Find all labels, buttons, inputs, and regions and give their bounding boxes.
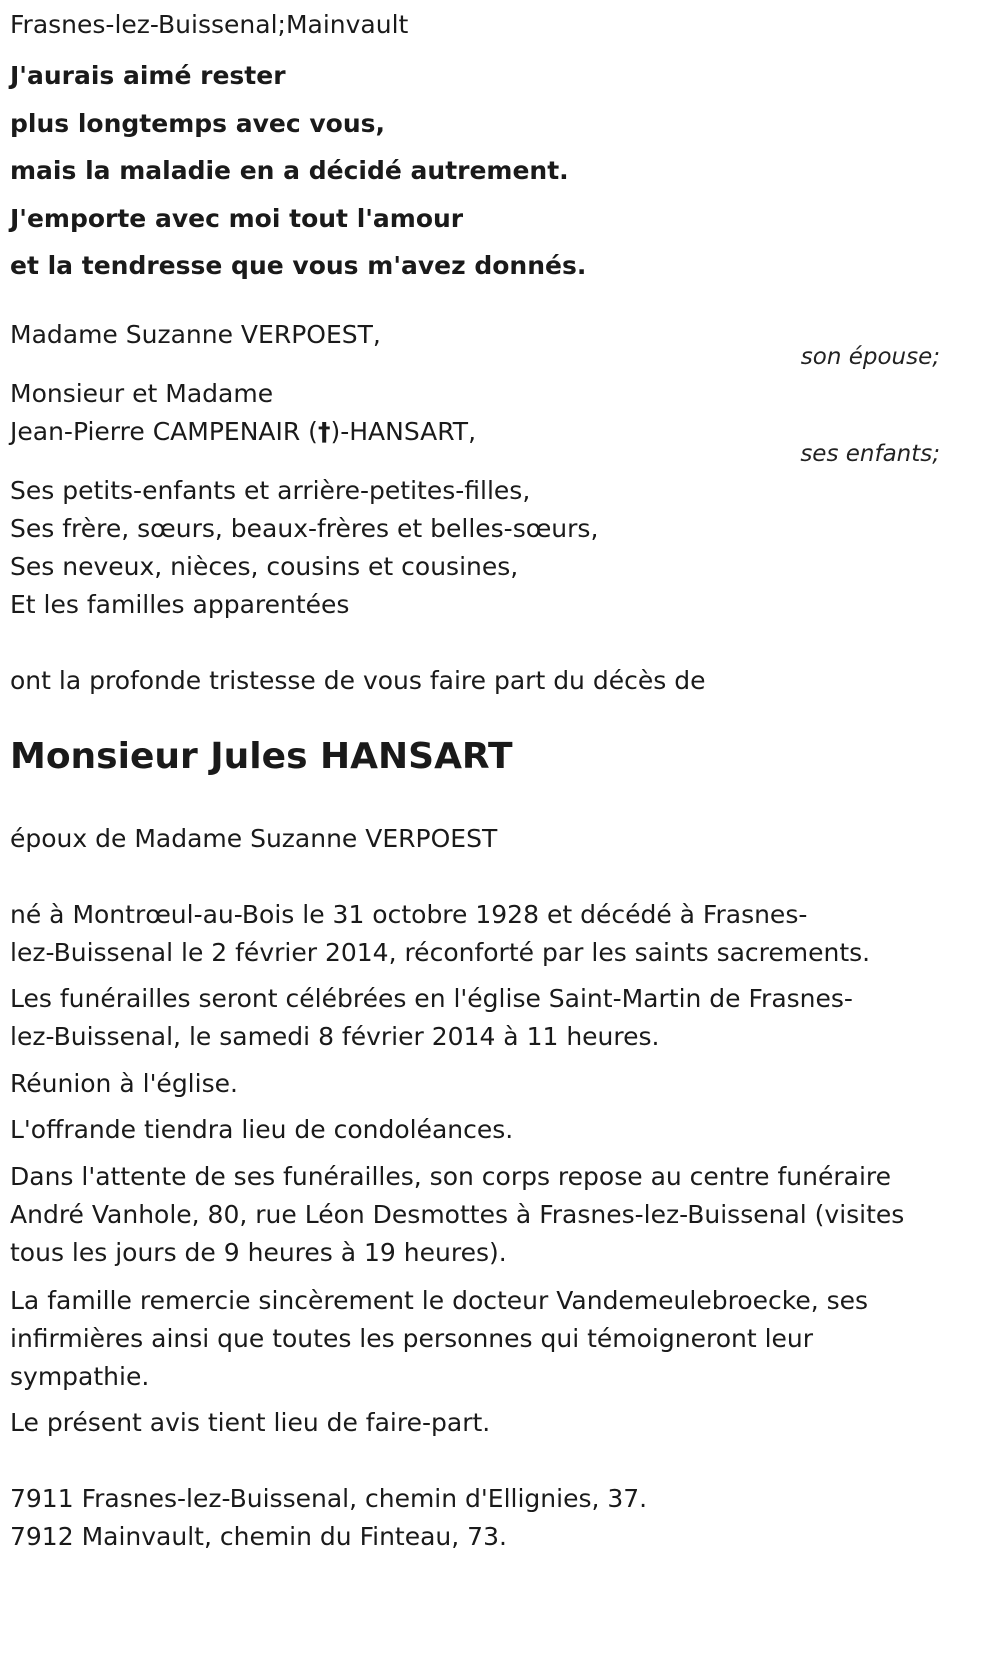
children-line-1: Monsieur et Madame	[10, 379, 274, 408]
birth-death-line: né à Montrœul-au-Bois le 31 octobre 1928 et décédé à Frasnes-	[10, 900, 808, 929]
addresses	[10, 1480, 647, 1556]
funeral-line: Les funérailles seront célébrées en l'église Saint-Martin de Frasnes-	[10, 984, 853, 1013]
relatives-line: Ses frère, sœurs, beaux-frères et belles-sœurs,	[10, 514, 599, 543]
address-line: 7911 Frasnes-lez-Buissenal, chemin d'Ellignies, 37.	[10, 1484, 648, 1513]
repose-paragraph	[10, 1158, 904, 1272]
funeral-line: lez-Buissenal, le samedi 8 février 2014 à 11 heures.	[10, 1022, 660, 1051]
notice-note: Le présent avis tient lieu de faire-part.	[10, 1408, 491, 1437]
relatives-line: Et les familles apparentées	[10, 590, 350, 619]
poem-line: plus longtemps avec vous,	[10, 108, 386, 138]
poem-line: et la tendresse que vous m'avez donnés.	[10, 251, 587, 280]
children-name-before: Jean-Pierre CAMPENAIR (	[10, 417, 318, 446]
poem	[10, 52, 586, 290]
thanks-paragraph	[10, 1282, 868, 1396]
relatives-line: Ses petits-enfants et arrière-petites-filles,	[10, 476, 531, 505]
cross-icon: †	[317, 417, 331, 446]
repose-line: tous les jours de 9 heures à 19 heures).	[10, 1238, 507, 1267]
thanks-line: La famille remercie sincèrement le docteur Vandemeulebroecke, ses	[10, 1286, 869, 1315]
birth-death-paragraph	[10, 896, 870, 972]
thanks-line: infirmières ainsi que toutes les personnes qui témoigneront leur	[10, 1324, 814, 1353]
header-locations: Frasnes-lez-Buissenal;Mainvault	[10, 10, 409, 39]
other-relatives	[10, 472, 598, 624]
poem-line: J'aurais aimé rester	[10, 61, 286, 90]
offering-note: L'offrande tiendra lieu de condoléances.	[10, 1115, 514, 1144]
address-line: 7912 Mainvault, chemin du Finteau, 73.	[10, 1522, 507, 1551]
spouse-role: son épouse;	[800, 344, 940, 370]
announcement: ont la profonde tristesse de vous faire part du décès de	[10, 666, 706, 695]
children-role: ses enfants;	[800, 441, 940, 467]
spouse-of: époux de Madame Suzanne VERPOEST	[10, 824, 498, 853]
poem-line: mais la maladie en a décidé autrement.	[10, 156, 569, 185]
funeral-paragraph	[10, 980, 853, 1056]
meeting-note: Réunion à l'église.	[10, 1069, 238, 1098]
children-line-2	[10, 413, 476, 451]
relatives-line: Ses neveux, nièces, cousins et cousines,	[10, 552, 519, 581]
birth-death-line: lez-Buissenal le 2 février 2014, réconforté par les saints sacrements.	[10, 938, 871, 967]
repose-line: Dans l'attente de ses funérailles, son corps repose au centre funéraire	[10, 1162, 892, 1191]
thanks-line: sympathie.	[10, 1362, 150, 1391]
spouse-name: Madame Suzanne VERPOEST,	[10, 320, 381, 349]
children-name-after: )-HANSART,	[330, 417, 477, 446]
deceased-name: Monsieur Jules HANSART	[10, 736, 513, 777]
poem-line: J'emporte avec moi tout l'amour	[10, 203, 464, 233]
repose-line: André Vanhole, 80, rue Léon Desmottes à Frasnes-lez-Buissenal (visites	[10, 1200, 905, 1229]
